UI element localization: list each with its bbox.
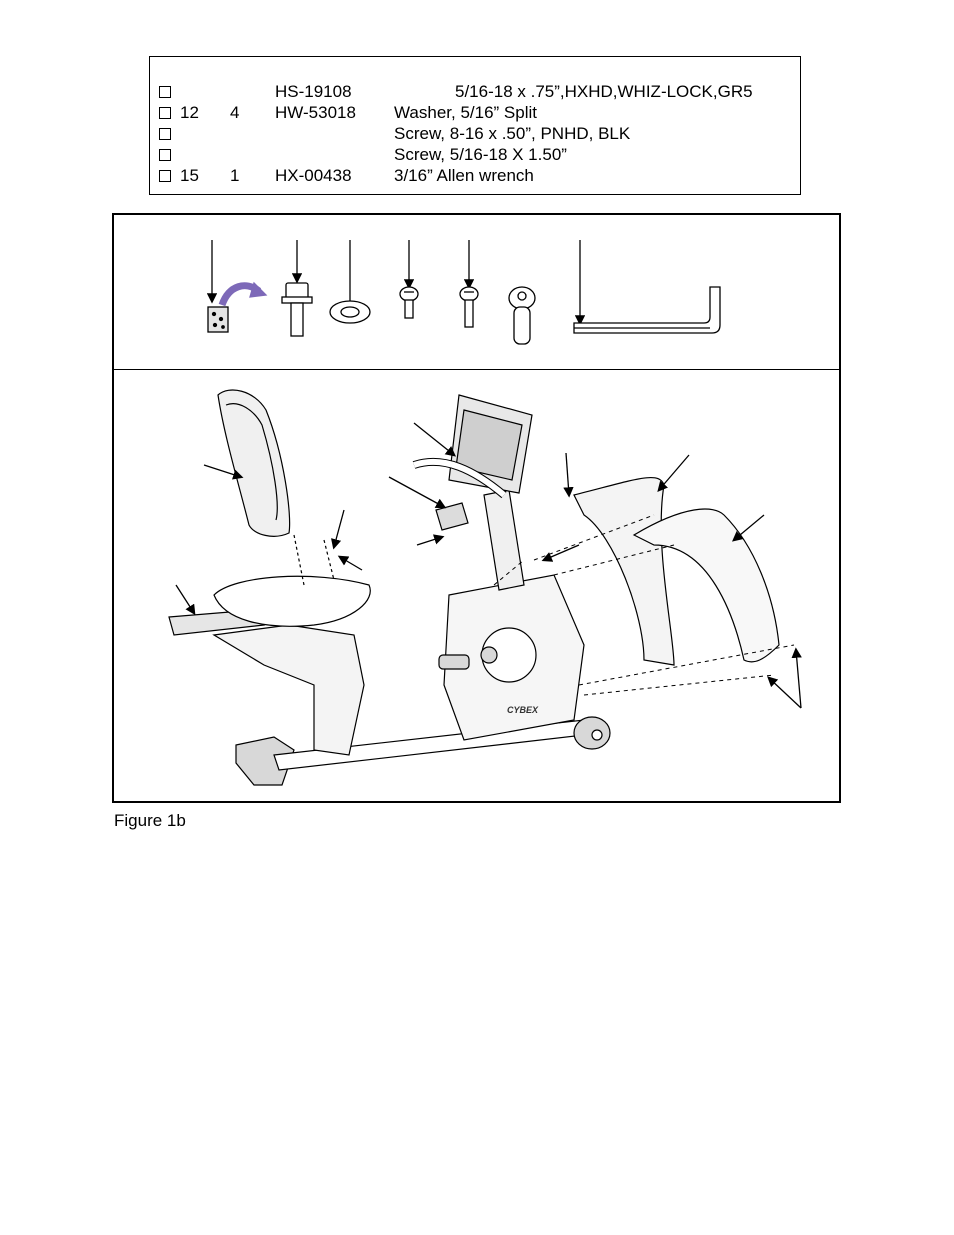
seat-backrest xyxy=(218,390,290,536)
button-head-screw-icon xyxy=(509,287,535,344)
description: Washer, 5/16” Split xyxy=(394,103,537,122)
description: 5/16-18 x .75”,HXHD,WHIZ-LOCK,GR5 xyxy=(455,82,753,101)
checkbox[interactable] xyxy=(159,149,171,161)
table-row xyxy=(150,82,800,102)
description: Screw, 5/16-18 X 1.50” xyxy=(394,145,567,164)
part-number: HS-19108 xyxy=(275,82,352,101)
hardware-bag-icon xyxy=(208,307,228,332)
table-row xyxy=(150,145,800,165)
machine-screw-icon xyxy=(460,287,478,327)
table-row xyxy=(150,166,800,186)
key-number: 12 xyxy=(180,103,199,122)
front-shroud xyxy=(574,478,674,665)
table-row xyxy=(150,103,800,123)
description: 3/16” Allen wrench xyxy=(394,166,534,185)
checkbox[interactable] xyxy=(159,107,171,119)
table-row xyxy=(150,124,800,144)
pedal xyxy=(439,655,469,669)
checkbox[interactable] xyxy=(159,170,171,182)
quantity: 1 xyxy=(230,166,240,185)
accessory-tray xyxy=(436,503,468,530)
description: Screw, 8-16 x .50”, PNHD, BLK xyxy=(394,124,631,143)
quantity: 4 xyxy=(230,103,240,122)
checkbox[interactable] xyxy=(159,128,171,140)
figure-caption: Figure 1b xyxy=(114,811,186,830)
assembly-figure xyxy=(112,213,841,803)
hardware-row xyxy=(208,240,720,344)
figure-drawing xyxy=(114,215,843,805)
seat-support-frame xyxy=(214,625,364,755)
allen-wrench-icon xyxy=(574,287,720,333)
parts-list-table xyxy=(149,56,801,195)
part-number: HX-00438 xyxy=(275,166,352,185)
bike-assembly-drawing xyxy=(169,390,801,785)
split-washer-icon xyxy=(330,301,370,323)
hex-bolt-icon xyxy=(282,283,312,336)
pan-head-screw-icon xyxy=(400,287,418,318)
part-number: HW-53018 xyxy=(275,103,356,122)
key-number: 15 xyxy=(180,166,199,185)
console-mast xyxy=(484,490,524,590)
checkbox[interactable] xyxy=(159,86,171,98)
brand-logo: CYBEX xyxy=(507,705,539,715)
